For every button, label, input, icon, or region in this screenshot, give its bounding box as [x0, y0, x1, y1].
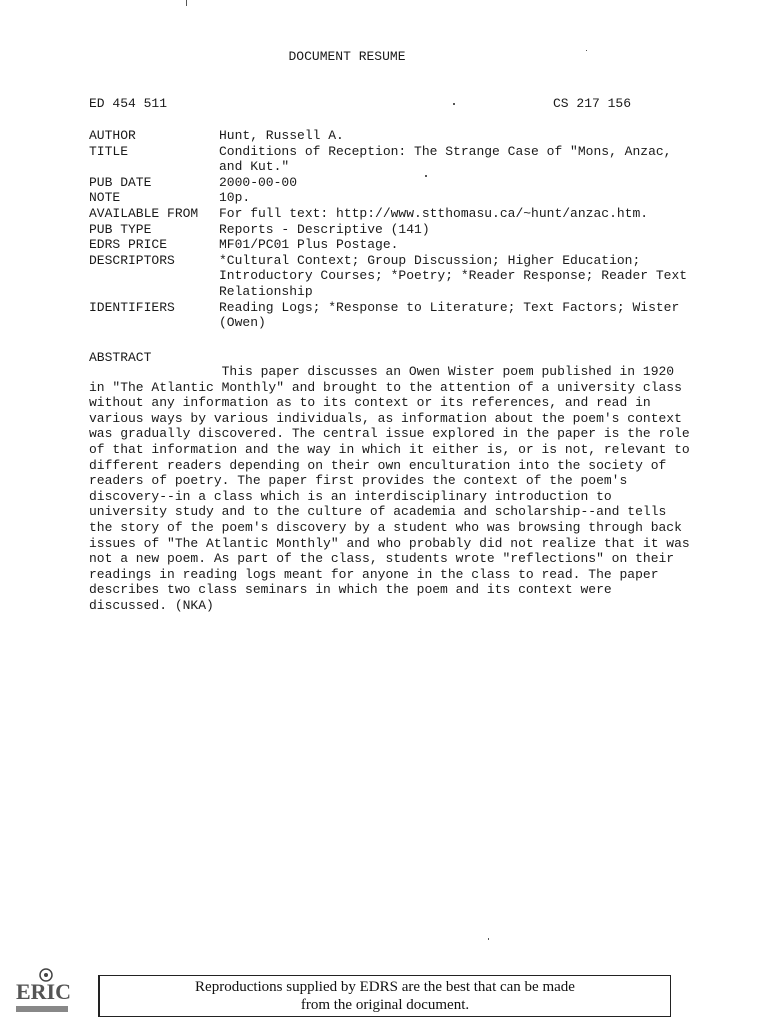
eric-logo: [14, 966, 70, 1018]
ed-number: ED 454 511: [89, 96, 168, 111]
field-row: [89, 190, 699, 206]
reproduction-notice-box: [98, 975, 671, 1017]
scan-speck: [453, 103, 455, 105]
field-value: For full text: http://www.stthomasu.ca/~hunt/anzac.htm.: [219, 205, 649, 221]
field-label: EDRS PRICE: [89, 237, 168, 253]
abstract-label: ABSTRACT: [89, 350, 152, 365]
field-value: MF01/PC01 Plus Postage.: [219, 237, 399, 253]
field-value: Conditions of Reception: The Strange Case of "Mons, Anzac, and Kut.": [219, 143, 672, 175]
field-row: [89, 144, 699, 175]
scan-speck: [586, 50, 587, 51]
scan-speck: [488, 938, 489, 940]
field-label: DESCRIPTORS: [89, 252, 175, 268]
field-row: [89, 175, 699, 191]
cs-number: CS 217 156: [553, 96, 632, 111]
field-value: Reading Logs; *Response to Literature; Text Factors; Wister (Owen): [219, 299, 680, 331]
eric-logo-icon: [14, 966, 70, 1018]
field-value: *Cultural Context; Group Discussion; Higher Education; Introductory Courses; *Poetry; *Reader Response; Reader Text Relationship: [219, 252, 688, 299]
metadata-fields: [89, 128, 699, 331]
field-row: [89, 206, 699, 222]
field-value: 10p.: [219, 190, 251, 206]
field-row: [89, 300, 699, 331]
field-value: Hunt, Russell A.: [219, 128, 344, 143]
field-row: [89, 253, 699, 300]
abstract-body: This paper discusses an Owen Wister poem published in 1920 in "The Atlantic Monthly" and brought to the attention of a university class without any information as to its context or its references, and read in various ways by various individuals, as information about the poem's context was gradually discovered. The central issue explored in the paper is the role of that information and the way in which it either is, or is not, relevant to different readers depending on their own enculturation into the society of readers of poetry. The paper first provides the context of the poem's discovery--in a class which is an interdisciplinary introduction to university study and to the culture of academia and scholarship--and tells the story of the poem's discovery by a student who was browsing through back issues of "The Atlantic Monthly" and who probably did not realize that it was not a new poem. As part of the class, students wrote "reflections" on their readings in reading logs meant for anyone in the class to read. The paper describes two class seminars in which the poem and its context were discussed. (NKA): [89, 364, 690, 613]
field-value: 2000-00-00: [219, 174, 298, 190]
field-label: PUB DATE: [89, 174, 152, 190]
field-row: [89, 222, 699, 238]
field-label: IDENTIFIERS: [89, 299, 175, 315]
field-label: TITLE: [89, 143, 129, 159]
field-row: [89, 237, 699, 253]
scan-speck: [186, 0, 187, 6]
document-title: DOCUMENT RESUME: [288, 49, 406, 64]
field-row: [89, 128, 699, 144]
reproduction-notice: Reproductions supplied by EDRS are the best that can be made from the original document.: [195, 979, 575, 1013]
field-value: Reports - Descriptive (141): [219, 221, 430, 237]
field-label: NOTE: [89, 190, 121, 206]
scan-speck: [425, 175, 427, 177]
field-label: PUB TYPE: [89, 221, 152, 237]
field-label: AUTHOR: [89, 128, 136, 143]
eric-logo-text: ERIC: [16, 979, 70, 1004]
field-label: AVAILABLE FROM: [89, 205, 199, 221]
